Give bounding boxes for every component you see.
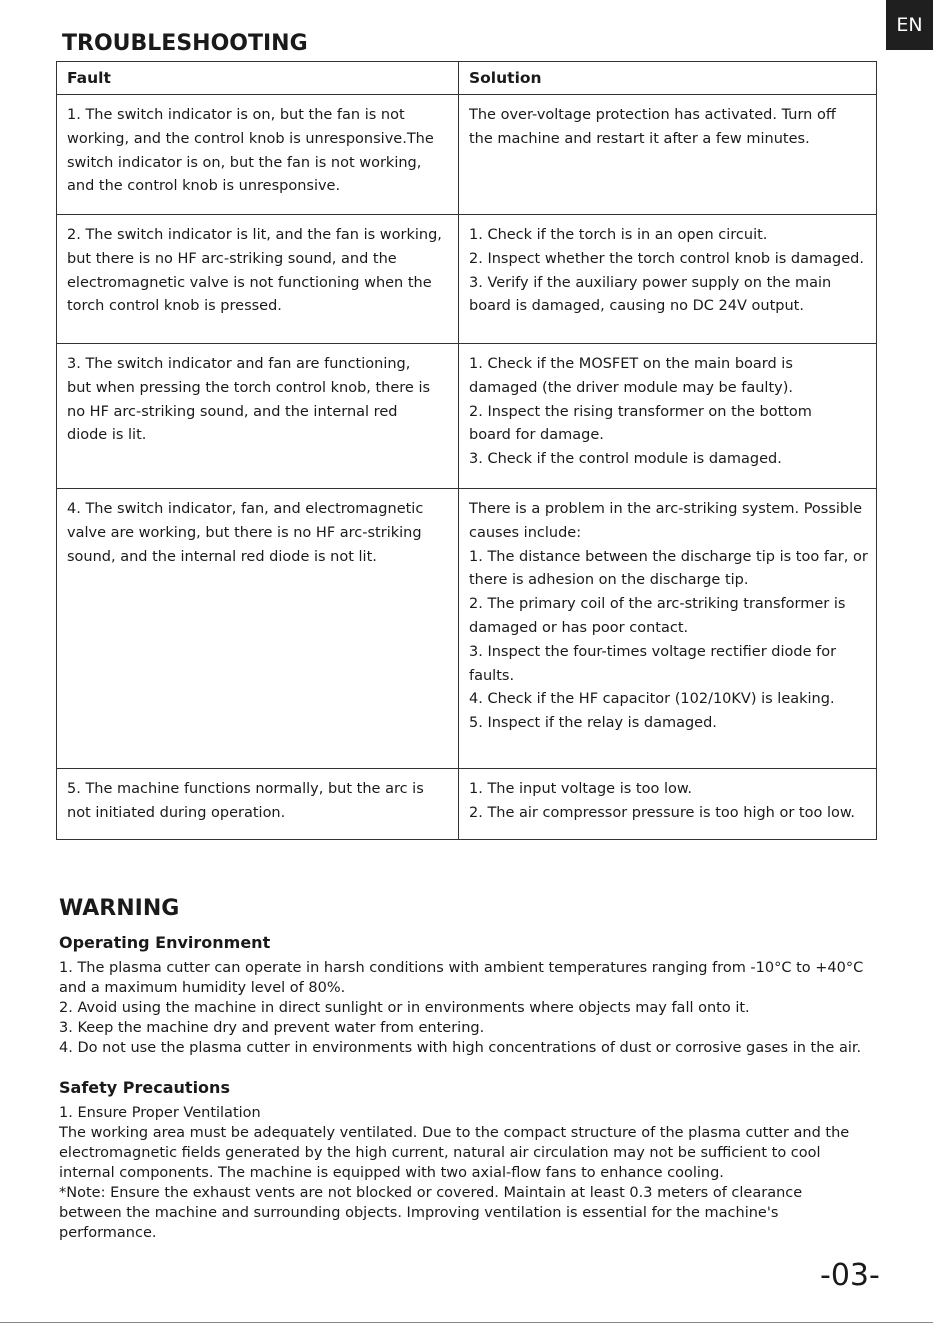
text-line: but there is no HF arc-striking sound, and the bbox=[67, 250, 397, 267]
text-line: causes include: bbox=[469, 524, 582, 541]
solution-cell bbox=[459, 215, 877, 344]
text-line: 2. The switch indicator is lit, and the fan is working, bbox=[67, 227, 442, 243]
text-line: 1. Check if the torch is in an open circuit. bbox=[469, 227, 768, 243]
text-line: and a maximum humidity level of 80%. bbox=[59, 980, 346, 996]
text-line: between the machine and surrounding objects. Improving ventilation is essential for the machine's bbox=[59, 1205, 779, 1221]
text-line: There is a problem in the arc-striking system. Possible bbox=[469, 501, 863, 517]
table-row bbox=[57, 489, 877, 769]
text-line: electromagnetic valve is not functioning when the bbox=[67, 274, 432, 291]
text-line: performance. bbox=[59, 1225, 157, 1241]
solution-cell bbox=[459, 95, 877, 215]
text-line: damaged (the driver module may be faulty). bbox=[469, 379, 793, 396]
troubleshooting-title: TROUBLESHOOTING bbox=[62, 31, 308, 56]
text-line: 5. Inspect if the relay is damaged. bbox=[469, 715, 717, 732]
text-line: torch control knob is pressed. bbox=[67, 298, 282, 315]
text-line: no HF arc-striking sound, and the internal red bbox=[67, 403, 398, 420]
text-line: 5. The machine functions normally, but the arc is bbox=[67, 781, 424, 797]
text-line: The working area must be adequately ventilated. Due to the compact structure of the plasma cutter and the bbox=[59, 1125, 850, 1141]
text-line: *Note: Ensure the exhaust vents are not blocked or covered. Maintain at least 0.3 meters of clearance bbox=[59, 1185, 803, 1201]
text-line: 3. Inspect the four-times voltage rectifier diode for bbox=[469, 643, 837, 660]
fault-cell bbox=[57, 344, 459, 489]
table-row bbox=[57, 344, 877, 489]
text-line: damaged or has poor contact. bbox=[469, 619, 689, 636]
safety-precautions-text bbox=[59, 1103, 879, 1243]
text-line: there is adhesion on the discharge tip. bbox=[469, 572, 749, 589]
text-line: 3. Check if the control module is damaged. bbox=[469, 451, 782, 468]
text-line: 4. Do not use the plasma cutter in environments with high concentrations of dust or corrosive gases in the air. bbox=[59, 1040, 862, 1056]
text-line: internal components. The machine is equipped with two axial-flow fans to enhance cooling. bbox=[59, 1165, 724, 1181]
text-line: working, and the control knob is unresponsive.The bbox=[67, 130, 434, 147]
text-line: the machine and restart it after a few minutes. bbox=[469, 130, 810, 147]
solution-cell bbox=[459, 344, 877, 489]
text-line: valve are working, but there is no HF arc-striking bbox=[67, 524, 422, 541]
text-line: 4. Check if the HF capacitor (102/10KV) is leaking. bbox=[469, 691, 835, 708]
text-line: The over-voltage protection has activated. Turn off bbox=[469, 107, 836, 123]
text-line: 1. The switch indicator is on, but the fan is not bbox=[67, 107, 405, 123]
safety-precautions-heading: Safety Precautions bbox=[59, 1078, 230, 1097]
fault-cell bbox=[57, 769, 459, 840]
text-line: 3. Verify if the auxiliary power supply on the main bbox=[469, 274, 832, 291]
solution-cell bbox=[459, 769, 877, 840]
table-row bbox=[57, 215, 877, 344]
text-line: 1. Check if the MOSFET on the main board is bbox=[469, 356, 793, 372]
warning-title: WARNING bbox=[59, 896, 180, 921]
fault-column-header: Fault bbox=[57, 62, 459, 95]
troubleshooting-table bbox=[56, 61, 877, 840]
text-line: 1. The input voltage is too low. bbox=[469, 781, 692, 797]
fault-cell bbox=[57, 95, 459, 215]
bottom-divider bbox=[0, 1322, 933, 1323]
text-line: electromagnetic fields generated by the high current, natural air circulation may not be sufficient to cool bbox=[59, 1145, 821, 1161]
fault-cell bbox=[57, 489, 459, 769]
text-line: board for damage. bbox=[469, 427, 604, 444]
operating-environment-heading: Operating Environment bbox=[59, 933, 271, 952]
text-line: 2. The primary coil of the arc-striking transformer is bbox=[469, 596, 846, 613]
fault-cell bbox=[57, 215, 459, 344]
solution-cell bbox=[459, 489, 877, 769]
text-line: 4. The switch indicator, fan, and electromagnetic bbox=[67, 501, 424, 517]
text-line: 1. The plasma cutter can operate in harsh conditions with ambient temperatures ranging from -10°C to +40°C bbox=[59, 960, 864, 976]
operating-environment-text bbox=[59, 958, 879, 1058]
text-line: 1. Ensure Proper Ventilation bbox=[59, 1105, 261, 1121]
text-line: but when pressing the torch control knob, there is bbox=[67, 379, 431, 396]
table-row bbox=[57, 769, 877, 840]
solution-column-header: Solution bbox=[459, 62, 877, 95]
text-line: 2. The air compressor pressure is too high or too low. bbox=[469, 804, 855, 821]
text-line: 2. Inspect whether the torch control knob is damaged. bbox=[469, 250, 864, 267]
table-row bbox=[57, 95, 877, 215]
text-line: not initiated during operation. bbox=[67, 804, 286, 821]
text-line: switch indicator is on, but the fan is not working, bbox=[67, 154, 422, 171]
page-number: -03- bbox=[820, 1258, 880, 1293]
text-line: sound, and the internal red diode is not lit. bbox=[67, 548, 377, 565]
language-badge: EN bbox=[886, 0, 933, 50]
text-line: 3. The switch indicator and fan are functioning, bbox=[67, 356, 411, 372]
text-line: board is damaged, causing no DC 24V output. bbox=[469, 298, 804, 315]
text-line: and the control knob is unresponsive. bbox=[67, 178, 341, 195]
text-line: faults. bbox=[469, 667, 515, 684]
text-line: 2. Avoid using the machine in direct sunlight or in environments where objects may fall onto it. bbox=[59, 1000, 750, 1016]
text-line: diode is lit. bbox=[67, 427, 147, 444]
text-line: 3. Keep the machine dry and prevent water from entering. bbox=[59, 1020, 485, 1036]
table-header-row bbox=[57, 62, 877, 95]
text-line: 1. The distance between the discharge tip is too far, or bbox=[469, 548, 868, 565]
text-line: 2. Inspect the rising transformer on the bottom bbox=[469, 403, 812, 420]
